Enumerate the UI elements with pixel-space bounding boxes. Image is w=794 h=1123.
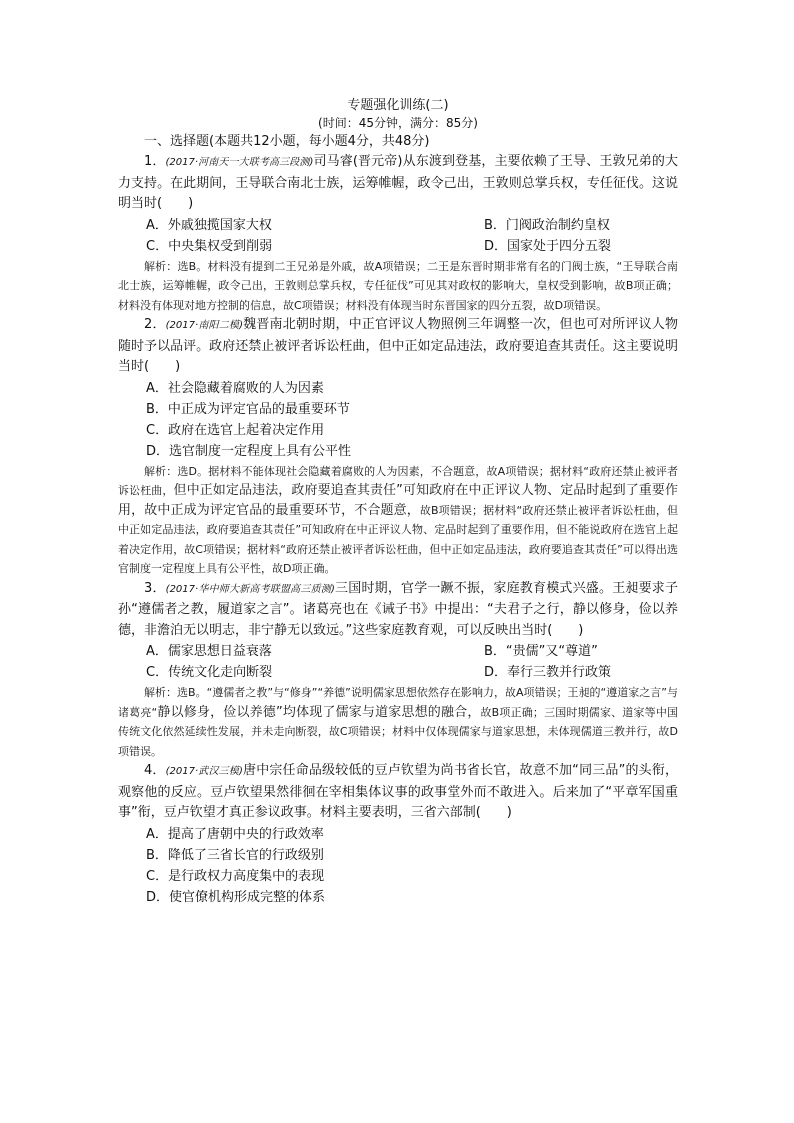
question-stem: 魏晋南北朝时期，中正官评议人物照例三年调整一次，但也可对所评议人物随时予以品评。政府还禁止被评者诉讼枉曲，但中正如定品违法，政府要追查其责任。这主要说明当时( ) xyxy=(118,317,678,374)
question-stem: 唐中宗任命品级较低的豆卢钦望为尚书省长官，故意不加“同三品”的头衔，观察他的反应。豆卢钦望果然徘徊在宰相集体议事的政事堂外而不敢进入。后来加了“平章军国重事”衔，豆卢钦望才真正参议政事。材料主要表明，三省六部制( ) xyxy=(118,763,678,820)
option-d: D．选官制度一定程度上具有公平性 xyxy=(146,443,352,459)
options-row xyxy=(118,236,678,257)
option-c: C．是行政权力高度集中的表现 xyxy=(146,868,325,884)
option-d: D．奉行三教并行政策 xyxy=(484,665,612,680)
page-subtitle: (时间：45分钟，满分：85分) xyxy=(318,116,478,130)
question-2 xyxy=(118,315,678,378)
option-c: C．中央集权受到削弱 xyxy=(146,238,273,254)
analysis: 解析：选B。材料没有提到二王兄弟是外戚，故A项错误；二王是东晋时期非常有名的门阀士族，“王导联合南北士族，运筹帷幄，政令己出，王敦则总掌兵权，专任征伐”可见其对政权的影响大，皇权受到影响，故B项正确；材料没有体现对地方控制的信息，故C项错误；材料没有体现当时东晋国家的四分五裂，故D项错误。 xyxy=(118,259,678,312)
option-b: B．中正成为评定官品的最重要环节 xyxy=(146,401,350,417)
analysis xyxy=(118,462,678,579)
question-number: 1． xyxy=(144,154,166,169)
option-c: C．传统文化走向断裂 xyxy=(146,665,273,680)
option-d: D．使官僚机构形成完整的体系 xyxy=(146,889,326,905)
question-number: 3． xyxy=(144,580,166,596)
analysis-part: 解析：选B。“遵儒者之教”与“修身”“养德”说明儒家思想依然存在影响力，故A项错误；王昶的“遵道家之言”与诸葛亮“ xyxy=(118,686,678,719)
analysis-part: 但中正如定品违法，政府要追查其责任” xyxy=(173,483,403,498)
options-row xyxy=(118,662,678,683)
question-3 xyxy=(118,579,678,642)
question-1 xyxy=(118,152,678,215)
options-row xyxy=(118,215,678,236)
option-c: C．政府在选官上起着决定作用 xyxy=(146,422,325,438)
options-row xyxy=(118,641,678,662)
question-stem: 司马睿(晋元帝)从东渡到登基，主要依赖了王导、王敦兄弟的大力支持。在此期间，王导联合南北士族，运筹帷幄，政令己出，王敦则总掌兵权，专任征伐。这说明当时( ) xyxy=(118,154,678,211)
option-a: A．外戚独揽国家大权 xyxy=(146,217,272,233)
option-a: A．提高了唐朝中央的行政效率 xyxy=(146,826,324,842)
question-source: (2017·南阳二模) xyxy=(165,320,243,331)
option-a: A．儒家思想日益衰落 xyxy=(146,644,272,659)
option-b: B．降低了三省长官的行政级别 xyxy=(146,847,324,863)
option-a: A．社会隐藏着腐败的人为因素 xyxy=(146,380,324,396)
section-heading: 一、选择题(本题共12小题，每小题4分，共48分) xyxy=(144,134,430,149)
page-title: 专题强化训练(二) xyxy=(347,98,449,113)
analysis-part: 解析：选D。据材料不能体现社会隐藏着腐败的人为因素，不合题意，故A项错误；据材料“政府还禁止被评者诉讼枉曲， xyxy=(118,464,678,497)
analysis-part: 故B项正确；三国时期儒家、道家等中国传统文化依然延续性发展，并未走向断裂，故C项错误；材料中仅体现儒家与道家思想，未体现儒道三教并行，故D项错误。 xyxy=(118,705,678,758)
question-stem: 三国时期，官学一蹶不振，家庭教育模式兴盛。王昶要求子孙“遵儒者之教，履道家之言”。诸葛亮也在《诫子书》中提出：“夫君子之行，静以修身，俭以养德，非澹泊无以明志，非宁静无以致远。”这些家庭教育观，可以反映出当时( ) xyxy=(118,580,678,638)
analysis xyxy=(118,683,678,761)
option-b: B．门阀政治制约皇权 xyxy=(484,217,610,233)
question-4 xyxy=(118,761,678,824)
analysis-part: 可知政府在中正评议人物、定品时起到了重要作用， xyxy=(118,483,678,518)
analysis-part: 静以修身，俭以养德 xyxy=(157,704,276,720)
option-d: D．国家处于四分五裂 xyxy=(484,238,612,254)
question-source: (2017·武汉三模) xyxy=(165,766,243,777)
analysis-part: 故中正成为评定官品的最重要环节，不合题意， xyxy=(144,502,420,518)
question-number: 4． xyxy=(144,763,166,778)
analysis-part: 故B项错误；据材料“政府还禁止被评者诉讼枉曲，但中正如定品违法，政府要追查其责任”可知政府在中正评议人物、定品时起到了重要作用，但不能说政府在选官上起着决定作用，故C项错误；据材料“政府还禁止被评者诉讼枉曲，但中正如定品违法，政府要追查其责任”可以得出选官制度一定程度上具有公平性，故D项正确。 xyxy=(118,503,678,575)
option-b: B．“贵儒”又“尊道” xyxy=(484,644,598,659)
question-number: 2． xyxy=(144,317,166,332)
question-source: (2017·河南天一大联考高三段测) xyxy=(165,157,314,168)
question-source: (2017·华中师大新高考联盟高三质测) xyxy=(165,583,335,595)
analysis-part: ”均体现了儒家与道家思想的融合， xyxy=(275,704,481,720)
document-page xyxy=(118,98,678,908)
